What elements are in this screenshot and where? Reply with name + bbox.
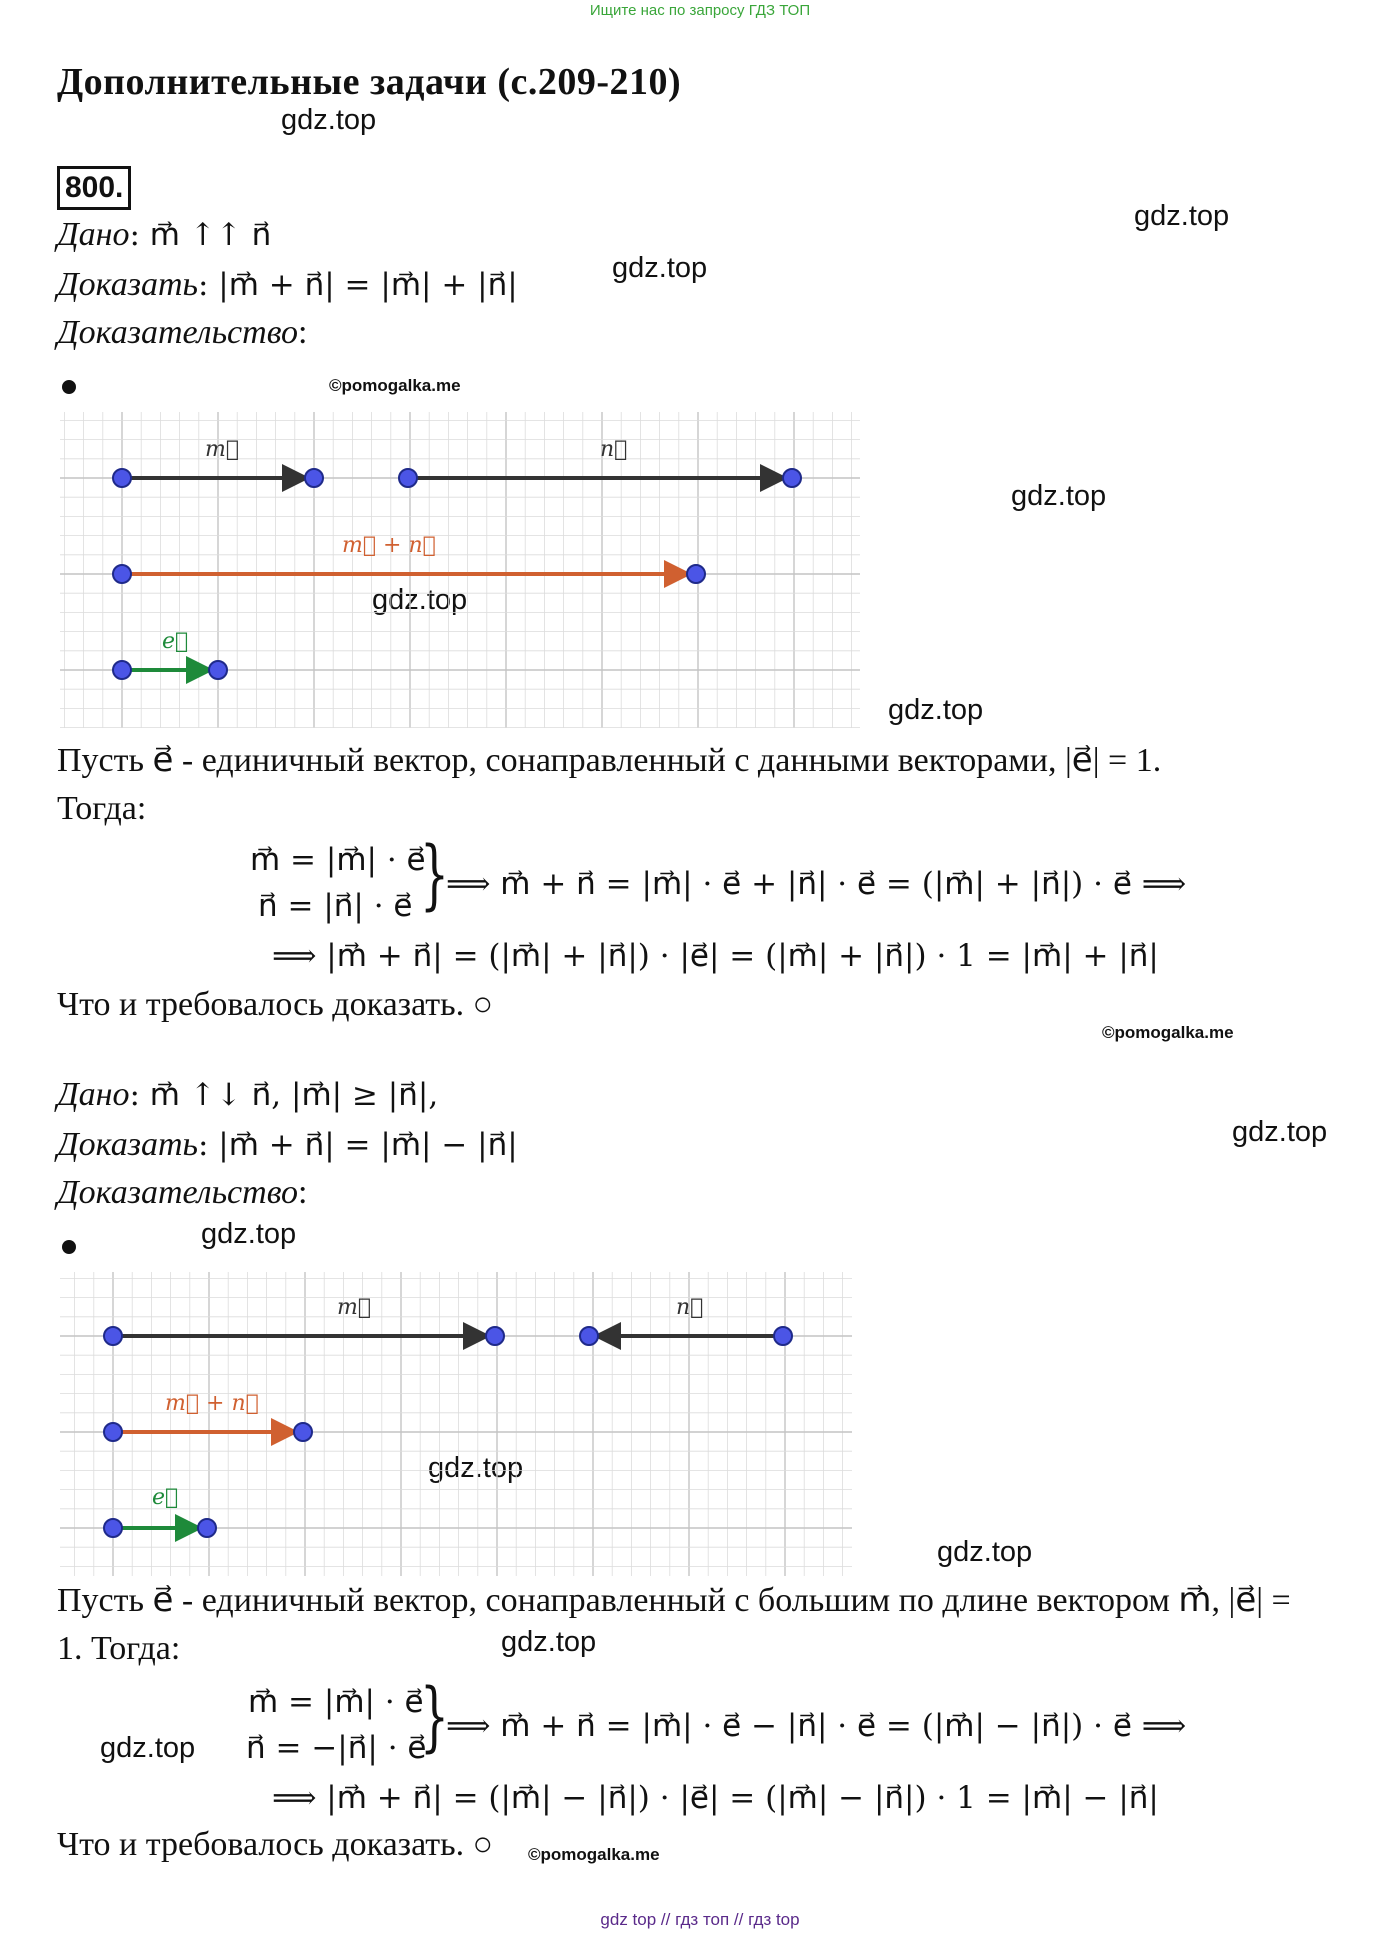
proof-colon: : (298, 1174, 308, 1211)
point (113, 565, 131, 583)
equation-n: n⃗ = −|n⃗| · e⃗ (246, 1730, 427, 1766)
label-e: e⃗ (162, 629, 189, 654)
watermark-gdz: gdz.top (1232, 1116, 1328, 1148)
let-statement: Пусть e⃗ - единичный вектор, сонаправленный с данными векторами, |e⃗| = 1. (57, 742, 1162, 779)
point (209, 661, 227, 679)
given-line-2 (57, 1076, 438, 1114)
watermark-gdz: gdz.top (201, 1218, 297, 1250)
label-e: e⃗ (152, 1485, 179, 1510)
given-line-1 (57, 216, 271, 254)
equation-chain: ⟹ m⃗ + n⃗ = |m⃗| · e⃗ − |n⃗| · e⃗ = (|m⃗| − |n⃗|) · e⃗ ⟹ (446, 1708, 1187, 1744)
proof-label: Доказательство (57, 1174, 299, 1211)
then-label: 1. Тогда: (57, 1630, 181, 1667)
prove-line-1 (57, 266, 518, 304)
label-m: m⃗ (205, 437, 240, 462)
watermark-gdz: gdz.top (1011, 480, 1107, 512)
point (399, 469, 417, 487)
bullet (62, 1240, 76, 1254)
vector-diagram-2 (60, 1272, 852, 1576)
prove-label: Доказать (57, 1126, 198, 1163)
curly-brace: } (420, 1671, 450, 1760)
watermark-gdz: gdz.top (281, 104, 377, 136)
equation-m: m⃗ = |m⃗| · e⃗ (250, 842, 426, 878)
prove-math: : |m⃗ + n⃗| = |m⃗| − |n⃗| (197, 1127, 518, 1163)
vector-diagram-1 (60, 412, 860, 728)
equation-m: m⃗ = |m⃗| · e⃗ (248, 1684, 424, 1720)
task-number: 800. (57, 166, 131, 210)
point (687, 565, 705, 583)
then-label: Тогда: (57, 790, 147, 827)
footer-links[interactable]: gdz top // гдз топ // гдз top (600, 1910, 800, 1929)
given-math: : m⃗ ↑↓ n⃗, |m⃗| ≥ |n⃗|, (129, 1077, 439, 1113)
watermark-gdz: gdz.top (501, 1626, 597, 1658)
proof-line-1 (57, 314, 307, 352)
point (113, 661, 131, 679)
equation-final: ⟹ |m⃗ + n⃗| = (|m⃗| + |n⃗|) · |e⃗| = (|m⃗| + |n⃗|) · 1 = |m⃗| + |n⃗| (272, 938, 1159, 974)
point (783, 469, 801, 487)
watermark-gdz: gdz.top (428, 1452, 524, 1484)
point (113, 469, 131, 487)
label-sum: m⃗ + n⃗ (165, 1391, 259, 1416)
point (198, 1519, 216, 1537)
watermark-gdz: gdz.top (372, 584, 468, 616)
prove-line-2 (57, 1126, 518, 1164)
label-m: m⃗ (337, 1295, 372, 1320)
grid-lines (60, 1272, 852, 1576)
point (104, 1423, 122, 1441)
equation-n: n⃗ = |n⃗| · e⃗ (258, 888, 413, 924)
curly-brace: } (420, 829, 450, 918)
watermark-gdz: gdz.top (1134, 200, 1230, 232)
label-n: n⃗ (600, 437, 628, 462)
watermark-pomogalka: ©pomogalka.me (1102, 1023, 1234, 1042)
point (486, 1327, 504, 1345)
point (580, 1327, 598, 1345)
equation-chain: ⟹ m⃗ + n⃗ = |m⃗| · e⃗ + |n⃗| · e⃗ = (|m⃗| + |n⃗|) · e⃗ ⟹ (446, 866, 1187, 902)
given-math: : m⃗ ↑↑ n⃗ (129, 217, 272, 253)
watermark-gdz: gdz.top (100, 1732, 196, 1764)
proof-line-2 (57, 1174, 307, 1212)
top-search-hint[interactable]: Ищите нас по запросу ГДЗ ТОП (589, 2, 811, 19)
page-title: Дополнительные задачи (с.209-210) (57, 61, 682, 103)
bullet (62, 380, 76, 394)
equation-final: ⟹ |m⃗ + n⃗| = (|m⃗| − |n⃗|) · |e⃗| = (|m⃗| − |n⃗|) · 1 = |m⃗| − |n⃗| (272, 1780, 1159, 1816)
point (305, 469, 323, 487)
prove-math: : |m⃗ + n⃗| = |m⃗| + |n⃗| (197, 267, 518, 303)
watermark-gdz: gdz.top (937, 1536, 1033, 1568)
watermark-pomogalka: ©pomogalka.me (528, 1845, 660, 1864)
prove-label: Доказать (57, 266, 198, 303)
given-label: Дано (57, 216, 130, 253)
label-n: n⃗ (676, 1295, 704, 1320)
watermark-gdz: gdz.top (888, 694, 984, 726)
point (774, 1327, 792, 1345)
proof-colon: : (298, 314, 308, 351)
given-label: Дано (57, 1076, 130, 1113)
point (294, 1423, 312, 1441)
grid-lines (60, 412, 860, 728)
let-statement: Пусть e⃗ - единичный вектор, сонаправленный с большим по длине вектором m⃗, |e⃗| = (57, 1582, 1291, 1619)
conclusion: Что и требовалось доказать. ○ (57, 986, 494, 1023)
watermark-gdz: gdz.top (612, 252, 708, 284)
point (104, 1327, 122, 1345)
conclusion: Что и требовалось доказать. ○ (57, 1826, 494, 1863)
label-sum: m⃗ + n⃗ (342, 533, 436, 558)
watermark-pomogalka: ©pomogalka.me (329, 376, 461, 395)
point (104, 1519, 122, 1537)
proof-label: Доказательство (57, 314, 299, 351)
